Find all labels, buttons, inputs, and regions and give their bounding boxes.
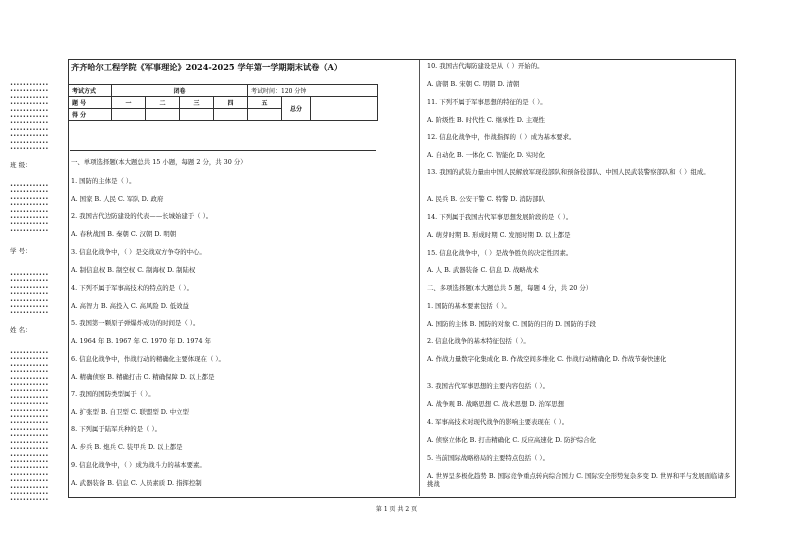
question-options: A. 阶级性 B. 时代性 C. 继承性 D. 主观性 <box>427 116 545 124</box>
question-options: A. 世界呈多极化趋势 B. 国际竞争重点转向综合国力 C. 国际安全形势复杂多变 D. 世界和平与发展面临诸多挑战 <box>427 472 731 488</box>
section-rule <box>70 150 376 151</box>
question-options: A. 人 B. 武器装备 C. 信息 D. 战略战术 <box>427 266 539 274</box>
page-frame <box>68 59 736 498</box>
col-3: 三 <box>180 97 214 109</box>
exam-info-table <box>68 84 378 121</box>
question-text: 4. 下列不属于军事高技术的特点的是（ ）。 <box>71 284 193 292</box>
question-text: 4. 军事高技术对现代战争的影响主要表现在（ ）。 <box>427 418 569 426</box>
question-options: A. 萌芽时期 B. 形成时期 C. 发展时期 D. 以上都是 <box>427 231 571 239</box>
col-5: 五 <box>248 97 282 109</box>
column-divider <box>419 60 420 496</box>
question-text: 5. 当前国际战略格局的主要特点包括（ ）。 <box>427 454 549 462</box>
col-1: 一 <box>112 97 146 109</box>
question-text: 10. 我国古代海防建设是从（ ）开始的。 <box>427 62 544 70</box>
score-cell-2 <box>146 109 180 121</box>
question-text: 6. 信息化战争中，作战行动的精确化主要体现在（ ）。 <box>71 355 225 363</box>
question-text: 7. 我国的国防类型属于（ ）。 <box>71 390 155 398</box>
exam-duration: 考试时间：120 分钟 <box>248 85 378 97</box>
question-text: 5. 我国第一颗原子弹爆炸成功的时间是（ ）。 <box>71 319 200 327</box>
question-options: A. 精确侦察 B. 精确打击 C. 精确保障 D. 以上都是 <box>71 373 215 381</box>
page-number: 第 1 页 共 2 页 <box>375 506 418 513</box>
question-options: A. 武器装备 B. 信息 C. 人员素质 D. 指挥控制 <box>71 479 202 487</box>
score-cell-1 <box>112 109 146 121</box>
question-text: 9. 信息化战争中，（ ）成为战斗力的基本要素。 <box>71 461 206 469</box>
question-options: A. 步兵 B. 炮兵 C. 装甲兵 D. 以上都是 <box>71 443 183 451</box>
question-text: 3. 信息化战争中，（ ）是交战双方争夺的中心。 <box>71 248 206 256</box>
name-label: 姓 名： <box>10 326 32 334</box>
question-text: 11. 下列不属于军事思想的特征的是（ ）。 <box>427 98 547 106</box>
question-options: A. 侦察立体化 B. 打击精确化 C. 反应高速化 D. 防护综合化 <box>427 436 597 444</box>
score-cell-3 <box>180 109 214 121</box>
question-text: 12. 信息化战争中，作战指挥的（ ）成为基本要求。 <box>427 133 576 141</box>
question-text: 2. 信息化战争的基本特征包括（ ）。 <box>427 337 530 345</box>
question-text: 8. 下列属于陆军兵种的是（ ）。 <box>71 425 162 433</box>
class-label: 班 级： <box>10 161 32 169</box>
question-text: 1. 国防的基本要素包括（ ）。 <box>427 302 511 310</box>
question-no-label: 题 号 <box>69 97 112 109</box>
score-label: 得 分 <box>69 109 112 121</box>
section-2-heading: 二、多项选择题(本大题总共 5 题，每题 4 分，共 20 分） <box>427 284 593 292</box>
exam-title: 齐齐哈尔工程学院《军事理论》2024-2025 学年第一学期期末试卷（A） <box>71 62 343 72</box>
section-1-heading: 一、单项选择题(本大题总共 15 小题，每题 2 分，共 30 分） <box>71 158 247 166</box>
binding-line-dots: •••••••••••• •••••••••••• •••••••••••• •••••••••••• •••••••••••• •••••••••••• •••••••••••• •••••••••••• •••••••••••• •••••••••••• •••••••••••• •••••••••••• •••••••••••• •••••••••••• •••••••••••• •••••••••••• •••••••••••• •••••••••••• •••••••••••• •••••••••••• •••••••••••• •••••••••••• •••••••••••• •••••••••••• <box>10 350 49 504</box>
student-id-label: 学 号： <box>10 247 32 255</box>
question-text: 3. 我国古代军事思想的主要内容包括（ ）。 <box>427 382 549 390</box>
question-options: A. 扩张型 B. 自卫型 C. 联盟型 D. 中立型 <box>71 408 189 416</box>
question-options: A. 春秋战国 B. 秦朝 C. 汉朝 D. 明朝 <box>71 230 177 238</box>
question-options: A. 作战力量数字化集成化 B. 作战空间多维化 C. 作战行动精确化 D. 作战节奏快速化 <box>427 355 667 363</box>
question-text: 15. 信息化战争中，（ ）是战争胜负的决定性因素。 <box>427 249 573 257</box>
question-text: 2. 我国古代边防建设的代表——长城始建于（ ）。 <box>71 212 213 220</box>
question-text: 14. 下列属于我国古代军事思想发展阶段的是（ ）。 <box>427 213 573 221</box>
question-text: 1. 国防的主体是（ ）。 <box>71 177 136 185</box>
total-score-cell <box>311 97 378 121</box>
binding-line-dots: •••••••••••• •••••••••••• •••••••••••• •••••••••••• •••••••••••• •••••••••••• •••••••••••• <box>10 272 49 317</box>
question-options: A. 国防的主体 B. 国防的对象 C. 国防的目的 D. 国防的手段 <box>427 320 597 328</box>
total-label: 总分 <box>282 97 311 121</box>
question-options: A. 唐朝 B. 宋朝 C. 明朝 D. 清朝 <box>427 80 520 88</box>
question-options: A. 国家 B. 人民 C. 军队 D. 政府 <box>71 195 164 203</box>
score-cell-4 <box>214 109 248 121</box>
exam-mode-value: 闭卷 <box>112 85 248 97</box>
question-options: A. 战争观 B. 战略思想 C. 战术思想 D. 治军思想 <box>427 400 565 408</box>
binding-line-dots: •••••••••••• •••••••••••• •••••••••••• •••••••••••• •••••••••••• •••••••••••• •••••••••••• •••••••••••• <box>10 183 49 234</box>
score-cell-5 <box>248 109 282 121</box>
question-options: A. 制信息权 B. 制空权 C. 制海权 D. 制陆权 <box>71 266 196 274</box>
binding-line-dots: •••••••••••• •••••••••••• •••••••••••• •••••••••••• •••••••••••• •••••••••••• •••••••••••• •••••••••••• •••••••••••• •••••••••••• •••••••••••• <box>10 82 49 152</box>
question-options: A. 1964 年 B. 1967 年 C. 1970 年 D. 1974 年 <box>71 337 211 345</box>
question-options: A. 民兵 B. 公安干警 C. 特警 D. 消防部队 <box>427 195 545 203</box>
col-2: 二 <box>146 97 180 109</box>
question-options: A. 高智力 B. 高投入 C. 高风险 D. 低效益 <box>71 302 189 310</box>
col-4: 四 <box>214 97 248 109</box>
question-options: A. 自动化 B. 一体化 C. 智能化 D. 实时化 <box>427 151 545 159</box>
question-text: 13. 我国的武装力量由中国人民解放军现役部队和预备役部队、中国人民武装警察部队和（ ）组成。 <box>427 168 710 176</box>
exam-mode-label: 考试方式 <box>69 85 112 97</box>
